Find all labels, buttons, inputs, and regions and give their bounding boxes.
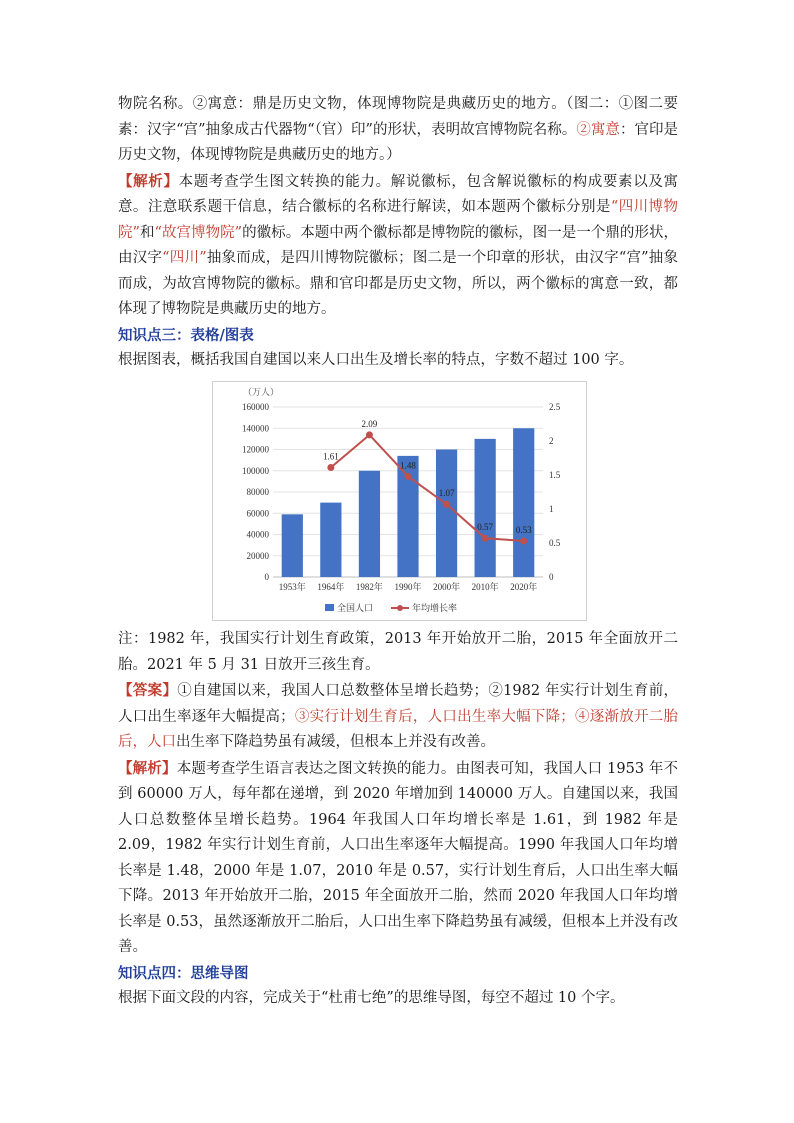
analysis-tag: 【解析】	[118, 172, 179, 190]
answer-text-b: 出生率下降趋势虽有减缓，但根本上并没有改善。	[176, 734, 495, 750]
section3-heading: 知识点三：表格/图表	[118, 326, 254, 344]
bar-series	[282, 428, 535, 577]
chart-legend	[325, 602, 457, 613]
right-tick-label: 1.5	[549, 470, 561, 480]
x-tick-label: 1953年	[278, 582, 306, 592]
x-axis-labels	[279, 581, 537, 592]
analysis-red-3: “四川”	[162, 250, 207, 266]
population-chart	[212, 381, 587, 621]
legend-bar-swatch	[325, 604, 334, 611]
legend-bar-label: 全国人口	[337, 603, 374, 613]
analysis-text-a: 本题考查学生图文转换的能力。解说徽标，包含解说徽标的构成要素以及寓意。注意联系题干信息，结合徽标的名称进行解读，如本题两个徽标分别是	[118, 173, 679, 215]
section3-question: 根据图表，概括我国自建国以来人口出生及增长率的特点，字数不超过 100 字。	[118, 351, 634, 368]
answer-line3: 史文物，体现博物院是典藏历史的地方。）	[132, 147, 401, 163]
growth-rate-label: 0.57	[477, 522, 494, 533]
analysis-text-d: 抽象而成，是四川博物院徽标；图二是一个印章的形状，由汉字“宫”抽象而成，为故宫博物院的徽标。鼎和官印都是历史文物，所以，两个徽标的寓意一致，都体现了博物院是典藏历史的地方。	[118, 250, 679, 317]
left-tick-label: 100000	[242, 465, 269, 476]
right-tick-label: 2.5	[549, 402, 561, 412]
population-bar	[320, 503, 341, 577]
growth-rate-label: 1.61	[322, 451, 339, 462]
growth-rate-marker	[405, 473, 412, 480]
left-tick-label: 120000	[242, 444, 269, 455]
section4-heading: 知识点四：思维导图	[118, 964, 249, 982]
line-series	[323, 419, 532, 545]
analysis-red-2: “故宫博物院”	[154, 224, 243, 241]
answer-line1: 物院名称。②寓意：鼎是历史文物，体现博物院是典藏历史的地方。（图二：①图二要素：	[118, 96, 678, 138]
population-bar	[436, 450, 457, 578]
analysis-tag-2: 【解析】	[118, 759, 177, 777]
answer-text-a: ①自建国以来，我国人口总数整体呈增长趋势；②1982 年实行计划生育前，人口出生率逐年大幅提高；	[118, 683, 679, 725]
x-tick-label: 1982年	[355, 582, 383, 592]
analysis-red-1: “四川博物院”	[118, 199, 678, 241]
answer-tag: 【答案】	[118, 682, 178, 699]
x-tick-label: 1964年	[317, 582, 345, 592]
right-tick-label: 0.5	[549, 538, 561, 548]
left-tick-label: 160000	[242, 402, 269, 412]
answer-line2-end: ：官印是历	[118, 121, 679, 163]
x-tick-label: 1990年	[394, 582, 422, 592]
growth-rate-marker	[327, 464, 334, 471]
left-tick-label: 140000	[242, 423, 269, 434]
left-tick-label: 40000	[246, 529, 269, 540]
x-tick-label: 2010年	[471, 582, 499, 592]
answer-line2-red: ②寓意	[576, 121, 620, 138]
growth-rate-label: 0.53	[515, 524, 532, 535]
analysis-paragraph-1	[118, 169, 678, 323]
answer-line2: 汉字“宫”抽象成古代器物“（官）印”的形状，表明故宫博物院名称。	[147, 121, 577, 138]
right-axis-ticks	[549, 402, 561, 582]
left-tick-label: 60000	[246, 508, 269, 519]
chart-note: 注：1982 年，我国实行计划生育政策，2013 年开始放开二胎，2015 年全面放开二胎。2021 年 5 月 31 日放开三孩生育。	[118, 631, 678, 673]
population-bar	[282, 514, 303, 577]
unit-label: （万人）	[243, 387, 280, 397]
document-page	[118, 92, 678, 1011]
population-bar	[475, 439, 496, 577]
right-tick-label: 2	[549, 436, 554, 446]
left-tick-label: 80000	[246, 487, 269, 497]
growth-rate-label: 2.09	[361, 418, 378, 429]
growth-rate-marker	[520, 537, 527, 544]
section3-answer	[118, 678, 678, 756]
right-tick-label: 1	[549, 504, 554, 514]
answer-red-text: ③实行计划生育后，人口出生率大幅下降；④逐渐放开二胎后，人口	[118, 708, 679, 750]
section4-question: 根据下面文段的内容，完成关于“杜甫七绝”的思维导图，每空不超过 10 个字。	[118, 989, 625, 1006]
x-tick-label: 2000年	[433, 582, 461, 592]
analysis-text-b: 和	[139, 224, 155, 241]
legend-line-marker	[397, 605, 403, 611]
population-bar	[513, 428, 534, 577]
analysis-text-c: 的徽标。本题中两个徽标都是博物院的徽标，图一是一个鼎的形状，由汉字	[118, 224, 679, 266]
answer-paragraph	[118, 92, 678, 169]
growth-rate-label: 1.07	[438, 488, 455, 499]
analysis-text: 本题考查学生语言表达之图文转换的能力。由图表可知，我国人口 1953 年不到 60000 万人，每年都在递增，到 2020 年增加到 140000 万人。自建国以来，我国人口总数整体呈增长趋势。1964 年我国人口年均增长率是 1.61，到 1982 年是 2.09，1982 年实行计划生育前，人口出生率逐年大幅提高。1990 年我国人口年均增长率是 1.48，2000 年是 1.07，2010 年是 0.57，实行计划生育后，人口出生率大幅下降。2013 年开始放开二胎，2015 年全面放开二胎，然而 2020 年我国人口年均增长率是 0.53，虽然逐渐放开二胎后，人口出生率下降趋势虽有减缓，但根本上并没有改善。	[118, 760, 679, 955]
section3-analysis	[118, 756, 678, 961]
growth-rate-marker	[366, 431, 373, 438]
growth-rate-marker	[482, 535, 489, 542]
left-tick-label: 0	[264, 572, 269, 582]
right-tick-label: 0	[549, 572, 554, 582]
population-bar	[359, 471, 380, 577]
left-axis-ticks	[242, 402, 270, 582]
growth-rate-marker	[443, 501, 450, 508]
x-tick-label: 2020年	[510, 582, 538, 592]
growth-rate-label: 1.48	[400, 460, 416, 471]
chart-svg	[213, 382, 586, 620]
left-tick-label: 20000	[246, 550, 269, 561]
legend-line-label: 年均增长率	[412, 603, 458, 613]
